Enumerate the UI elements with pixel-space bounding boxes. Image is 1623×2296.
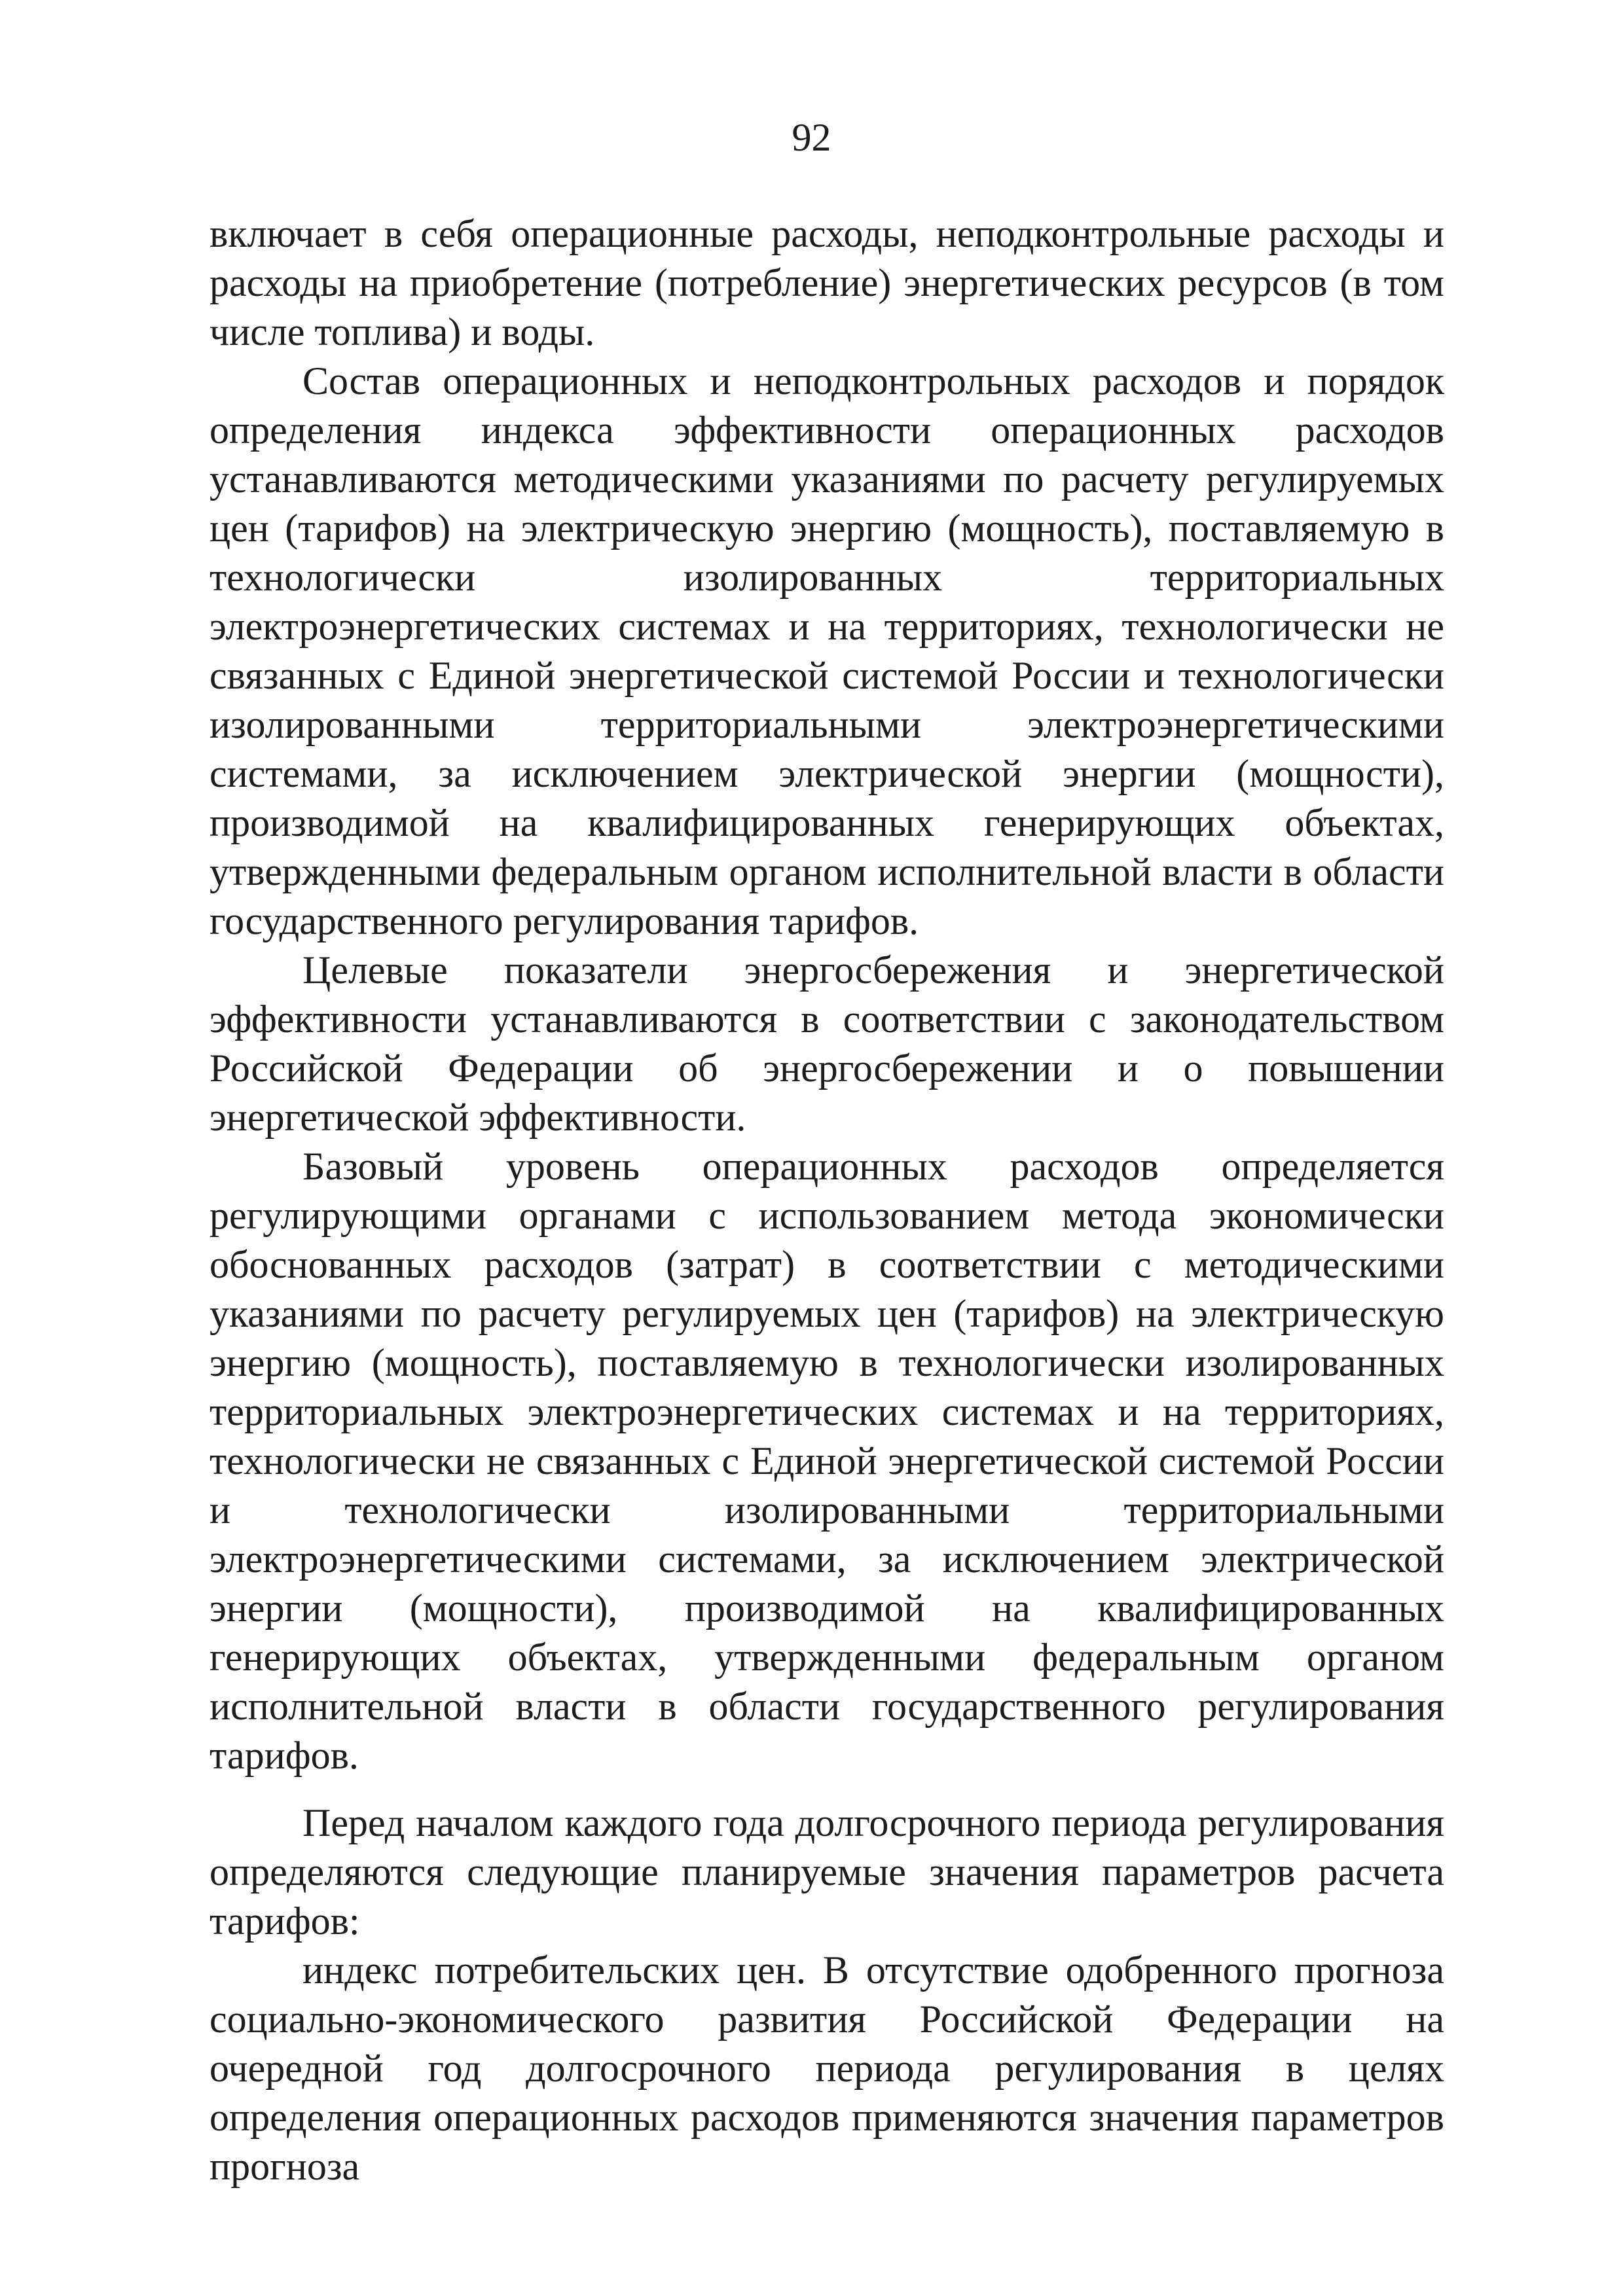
page-number: 92 xyxy=(792,116,831,159)
paragraph-planned-parameters: Перед началом каждого года долгосрочного периода регулирования определяются следующие планируемые значения параметров расчета тарифов: xyxy=(210,1801,1444,1943)
paragraph-operating-costs-composition: Состав операционных и неподконтрольных расходов и порядок определения индекса эффективности операционных расходов устанавливаются методическими указаниями по расчету регулируемых цен (тарифов) на электрическую энергию (мощность), поставляемую в технологически изолированных территориальных электроэнергетических системах и на территориях, технологически не связанных с Единой энергетической системой России и технологически изолированными территориальными электроэнергетическими системами, за исключением электрической энергии (мощности), производимой на квалифицированных генерирующих объектах, утвержденными федеральным органом исполнительной власти в области государственного регулирования тарифов. xyxy=(210,359,1444,942)
paragraph-consumer-price-index: индекс потребительских цен. В отсутствие одобренного прогноза социально-экономического развития Российской Федерации на очередной год долгосрочного периода регулирования в целях определения операционных расходов применяются значения параметров прогноза xyxy=(210,1948,1444,2188)
paragraph-continuation: включает в себя операционные расходы, неподконтрольные расходы и расходы на приобретение (потребление) энергетических ресурсов (в том числе топлива) и воды. xyxy=(210,212,1444,353)
document-body xyxy=(210,209,1444,2191)
paragraph-energy-efficiency-targets: Целевые показатели энергосбережения и энергетической эффективности устанавливаются в соответствии с законодательством Российской Федерации об энергосбережении и о повышении энергетической эффективности. xyxy=(210,948,1444,1139)
paragraph-base-operating-costs: Базовый уровень операционных расходов определяется регулирующими органами с использованием метода экономически обоснованных расходов (затрат) в соответствии с методическими указаниями по расчету регулируемых цен (тарифов) на электрическую энергию (мощность), поставляемую в технологически изолированных территориальных электроэнергетических системах и на территориях, технологически не связанных с Единой энергетической системой России и технологически изолированными территориальными электроэнергетическими системами, за исключением электрической энергии (мощности), производимой на квалифицированных генерирующих объектах, утвержденными федеральным органом исполнительной власти в области государственного регулирования тарифов. xyxy=(210,1145,1444,1777)
